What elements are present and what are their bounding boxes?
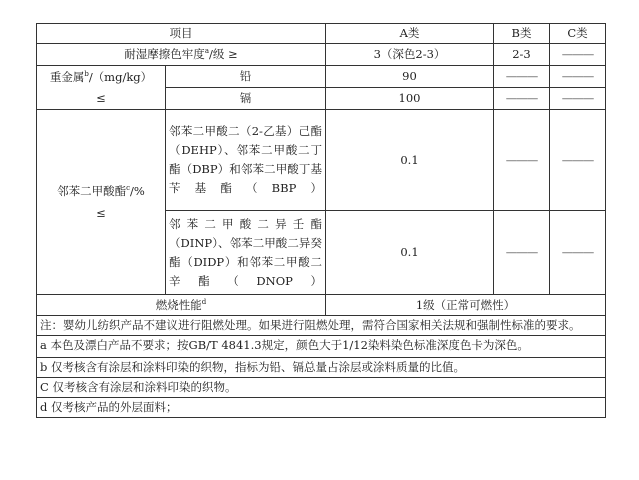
lead-label: 铅 — [166, 66, 326, 88]
phthalate-label: 邻苯二甲酸酯$^c$/% ≤ — [37, 110, 166, 295]
header-class-c: C类 — [550, 24, 606, 44]
note-main-row — [37, 316, 606, 336]
rubbing-c: ——— — [550, 44, 606, 66]
note-d: d 仅考核产品的外层面料； — [37, 398, 606, 418]
header-row — [37, 24, 606, 44]
note-b: b 仅考核含有涂层和涂料印染的织物，指标为铅、镉总量占涂层或涂料质量的比值。 — [37, 358, 606, 378]
phthalate-group2-desc: 邻苯二甲酸二异壬酯（DINP）、邻苯二甲酸二异癸酯（DIDP）和邻苯二甲酸二辛酯（DNOP） — [166, 211, 326, 295]
note-a-row — [37, 336, 606, 358]
rubbing-b: 2-3 — [494, 44, 550, 66]
note-main: 注：婴幼儿纺织产品不建议进行阻燃处理。如果进行阻燃处理，需符合国家相关法规和强制性标准的要求。 — [37, 316, 606, 336]
phthalate-group2-c: ——— — [550, 211, 606, 295]
heavy-metal-label: 重金属$^b$/（mg/kg） ≤ — [37, 66, 166, 110]
lead-c: ——— — [550, 66, 606, 88]
note-c: C 仅考核含有涂层和涂料印染的织物。 — [37, 378, 606, 398]
lead-a: 90 — [326, 66, 494, 88]
cadmium-b: ——— — [494, 88, 550, 110]
header-class-b: B类 — [494, 24, 550, 44]
note-d-row — [37, 398, 606, 418]
note-a: a 本色及漂白产品不要求；按GB/T 4841.3规定，颜色大于1/12染料染色标准深度色卡为深色。 — [37, 336, 606, 358]
cadmium-a: 100 — [326, 88, 494, 110]
phthalate-group1-row — [37, 110, 606, 211]
flammability-value: 1级（正常可燃性） — [326, 295, 606, 316]
header-class-a: A类 — [326, 24, 494, 44]
cadmium-c: ——— — [550, 88, 606, 110]
phthalate-group1-c: ——— — [550, 110, 606, 211]
cadmium-label: 镉 — [166, 88, 326, 110]
phthalate-group1-b: ——— — [494, 110, 550, 211]
heavy-metal-lead-row — [37, 66, 606, 88]
phthalate-group1-a: 0.1 — [326, 110, 494, 211]
phthalate-group2-b: ——— — [494, 211, 550, 295]
note-b-row — [37, 358, 606, 378]
lead-b: ——— — [494, 66, 550, 88]
note-c-row — [37, 378, 606, 398]
phthalate-group1-desc: 邻苯二甲酸二（2-乙基）己酯（DEHP）、邻苯二甲酸二丁酯（DBP）和邻苯二甲酸丁基苄基酯（BBP） — [166, 110, 326, 211]
flammability-label: 燃烧性能$^d$ — [37, 295, 326, 316]
flammability-row — [37, 295, 606, 316]
phthalate-group2-a: 0.1 — [326, 211, 494, 295]
rubbing-row — [37, 44, 606, 66]
rubbing-label: 耐湿摩擦色牢度$^a$/级 ≥ — [37, 44, 326, 66]
header-item: 项目 — [37, 24, 326, 44]
rubbing-a: 3（深色2-3） — [326, 44, 494, 66]
requirements-table — [36, 23, 606, 418]
